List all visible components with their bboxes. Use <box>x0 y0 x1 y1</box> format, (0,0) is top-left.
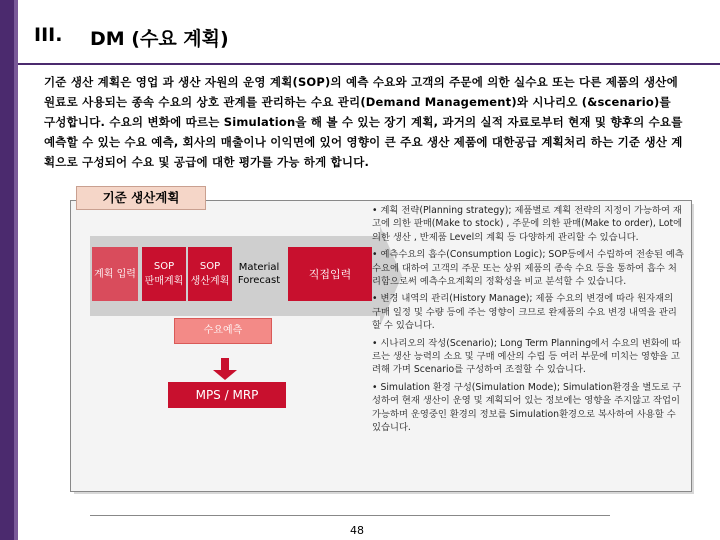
down-arrow-shaft <box>221 358 229 370</box>
bullet-list <box>372 204 684 439</box>
bullet-simulation-mode: • Simulation 환경 구성(Simulation Mode); Simulation환경을 별도로 구성하여 현재 생산이 운영 및 계획되어 있는 정보에는 영향을 주지않고 작업이 가능하며 운영중인 환경의 정보를 Simulation환경으로 복사하여 사용할 수 있습니다. <box>372 381 682 434</box>
down-arrow-icon <box>213 370 237 380</box>
step-sop-production-line1: SOP <box>199 261 221 272</box>
page-title: DM (수요 계획) <box>90 28 229 50</box>
step-direct-input <box>288 247 372 301</box>
mps-mrp-box: MPS / MRP <box>168 382 286 408</box>
step-plan-input-label: 계획 입력 <box>94 268 136 280</box>
bullet-scenario: • 시나리오의 작성(Scenario); Long Term Planning에서 수요의 변화에 따르는 생산 능력의 소요 및 구매 예산의 수립 등 여러 부문에 미치는 영향을 고려해 가며 Scenario를 구성하여 조절할 수 있습니다. <box>372 337 681 376</box>
section-number: III. <box>34 24 63 46</box>
bullet-history-manage: • 변경 내역의 관리(History Manage); 제품 수요의 변경에 따라 원자재의 구매 일정 및 수량 등에 주는 영향이 크므로 완제품의 수요 변경 내역을 관리할 수 있습니다. <box>372 293 677 332</box>
step-sop-sales <box>142 247 186 301</box>
step-plan-input <box>92 247 138 301</box>
step-material-forecast-line1: Material <box>238 262 280 273</box>
footer-rule <box>90 515 610 516</box>
bullet-planning-strategy: • 계획 전략(Planning strategy); 제품별로 계획 전략의 지정이 가능하여 재고에 의한 판매(Make to stock) , 주문에 의한 판매(Make to order), Lot에 의한 생산 , 반제품 Level의 계획 등 다양하게 관리할 수 있습니다. <box>372 205 683 243</box>
bullet-consumption-logic: • 예측수요의 흡수(Consumption Logic); SOP등에서 수립하여 전송된 예측 수요에 대하여 고객의 주문 또는 상위 제품의 종속 수요 등을 통하여 흡수 처리함으로써 예측수요계획의 정확성을 비교 분석할 수 있습니다. <box>372 249 684 288</box>
step-sop-sales-line1: SOP <box>153 261 175 272</box>
diagram-tab-label: 기준 생산계획 <box>76 186 206 210</box>
step-material-forecast <box>234 247 284 301</box>
step-material-forecast-line2: Forecast <box>237 275 281 286</box>
title-divider <box>18 63 720 65</box>
forecast-box: 수요예측 <box>174 318 272 344</box>
left-accent-bar <box>0 0 14 540</box>
step-direct-input-label: 직접입력 <box>308 267 352 281</box>
page-number: 48 <box>350 524 364 537</box>
left-accent-stripe <box>14 0 18 540</box>
step-sop-production-line2: 생산계획 <box>190 276 230 287</box>
intro-paragraph: 기준 생산 계획은 영업 과 생산 자원의 운영 계획(SOP)의 예측 수요와 고객의 주문에 의한 실수요 또는 다른 제품의 생산에 원료로 사용되는 종속 수요의 상호 관계를 관리하는 수요 관리(Demand Management)와 시나리오 (&scenario)를 구성합니다. 수요의 변화에 따르는 Simulation을 해 볼 수 있는 장기 계획, 과거의 실적 자료로부터 현재 및 향후의 수요를 예측할 수 있는 수요 예측, 회사의 매출이나 이익면에 있어 영향이 큰 주요 생산 제품에 대한공급 계획처리 하는 기준 생산 계획으로 구성되어 수요 및 공급에 대한 평가를 가능 하게 합니다. <box>44 75 683 169</box>
step-sop-sales-line2: 판매계획 <box>144 276 184 287</box>
step-sop-production <box>188 247 232 301</box>
